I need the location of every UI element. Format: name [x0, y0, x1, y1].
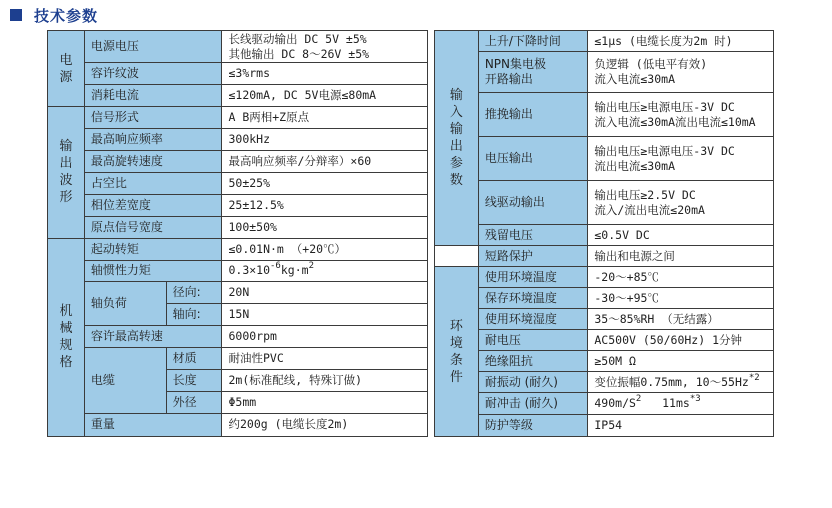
label-store-temp: 保存环境温度 [478, 288, 588, 309]
value-cable-diameter: Φ5mm [222, 391, 428, 413]
label-start-torque: 起动转矩 [84, 238, 222, 260]
left-spec-table [47, 30, 428, 437]
group-env: 环 境 条 件 [435, 267, 479, 437]
value-axial: 15N [222, 304, 428, 326]
label-max-rot: 最高旋转速度 [84, 150, 222, 172]
label-inertia: 轴惯性力矩 [84, 260, 222, 282]
value-rise-time: ≤1μs (电缆长度为2m 时) [588, 31, 774, 52]
label-cable-diameter: 外径 [166, 391, 222, 413]
value-ripple: ≤3%rms [222, 63, 428, 85]
label-line-driver: 线驱动输出 [478, 181, 588, 225]
value-humidity: 35～85%RH （无结露） [588, 309, 774, 330]
label-insulation: 绝缘阻抗 [478, 351, 588, 372]
value-inertia: $0.3\times 10^{-6}kg\cdot m^2$ [222, 260, 428, 282]
label-signal-form: 信号形式 [84, 107, 222, 129]
label-phase: 相位差宽度 [84, 194, 222, 216]
value-phase: 25±12.5% [222, 194, 428, 216]
value-shock: $490m/S^2$ $11ms^{*3}$ [588, 393, 774, 415]
value-residual: ≤0.5V DC [588, 225, 774, 246]
page-title: 技术参数 [34, 6, 99, 25]
label-radial: 径向: [166, 282, 222, 304]
title-square-icon [10, 9, 22, 21]
value-power-voltage: 长线驱动输出 DC 5V ±5% 其他输出 DC 8～26V ±5% [222, 31, 428, 63]
label-current: 消耗电流 [84, 85, 222, 107]
label-shaft-load: 轴负荷 [84, 282, 166, 326]
value-duty: 50±25% [222, 172, 428, 194]
label-ripple: 容许纹波 [84, 63, 222, 85]
value-vibration: 变位振幅0.75mm, 10～55Hz$^{*2}$ [588, 372, 774, 393]
value-insulation: ≥50M Ω [588, 351, 774, 372]
value-voltage-out: 输出电压≥电源电压-3V DC 流出电流≤30mA [588, 137, 774, 181]
label-max-freq: 最高响应频率 [84, 129, 222, 151]
label-vibration: 耐振动 (耐久) [478, 372, 588, 393]
value-op-temp: -20～+85℃ [588, 267, 774, 288]
value-max-rot: 最高响应频率/分辩率）×60 [222, 150, 428, 172]
value-withstand: AC500V (50/60Hz) 1分钟 [588, 330, 774, 351]
label-residual: 残留电压 [478, 225, 588, 246]
label-max-speed: 容许最高转速 [84, 326, 222, 348]
value-cable-material: 耐油性PVC [222, 348, 428, 370]
section-header [10, 4, 98, 26]
label-axial: 轴向: [166, 304, 222, 326]
label-short-protect: 短路保护 [478, 246, 588, 267]
label-rise-time: 上升/下降时间 [478, 31, 588, 52]
value-short-protect: 输出和电源之间 [588, 246, 774, 267]
value-max-speed: 6000rpm [222, 326, 428, 348]
right-spec-table [434, 30, 774, 437]
label-weight: 重量 [84, 413, 222, 436]
label-cable-material: 材质 [166, 348, 222, 370]
value-push-pull: 输出电压≥电源电压-3V DC 流入电流≤30mA流出电流≤10mA [588, 93, 774, 137]
label-power-voltage: 电源电压 [84, 31, 222, 63]
label-duty: 占空比 [84, 172, 222, 194]
label-origin: 原点信号宽度 [84, 216, 222, 238]
group-io: 输 入 输 出 参 数 [435, 31, 479, 246]
value-weight: 约200g (电缆长度2m) [222, 413, 428, 436]
label-shock: 耐冲击 (耐久) [478, 393, 588, 415]
value-protection: IP54 [588, 415, 774, 437]
label-humidity: 使用环境湿度 [478, 309, 588, 330]
label-op-temp: 使用环境温度 [478, 267, 588, 288]
group-power: 电 源 [48, 31, 85, 107]
group-output: 输 出 波 形 [48, 107, 85, 238]
group-mech: 机 械 规 格 [48, 238, 85, 436]
label-cable-length: 长度 [166, 370, 222, 392]
value-current: ≤120mA, DC 5V电源≤80mA [222, 85, 428, 107]
label-withstand: 耐电压 [478, 330, 588, 351]
short-spacer [435, 246, 479, 267]
label-npn: NPN集电极 开路输出 [478, 52, 588, 93]
label-cable: 电缆 [84, 348, 166, 414]
value-max-freq: 300kHz [222, 129, 428, 151]
label-voltage-out: 电压输出 [478, 137, 588, 181]
value-origin: 100±50% [222, 216, 428, 238]
label-push-pull: 推挽输出 [478, 93, 588, 137]
value-store-temp: -30～+95℃ [588, 288, 774, 309]
value-signal-form: A B两相+Z原点 [222, 107, 428, 129]
value-npn: 负逻辑 (低电平有效) 流入电流≤30mA [588, 52, 774, 93]
value-start-torque: ≤0.01N·m （+20℃） [222, 238, 428, 260]
value-cable-length: 2m(标准配线, 特殊订做) [222, 370, 428, 392]
spec-tables [47, 30, 774, 437]
value-radial: 20N [222, 282, 428, 304]
label-protection: 防护等级 [478, 415, 588, 437]
value-line-driver: 输出电压≥2.5V DC 流入/流出电流≤20mA [588, 181, 774, 225]
